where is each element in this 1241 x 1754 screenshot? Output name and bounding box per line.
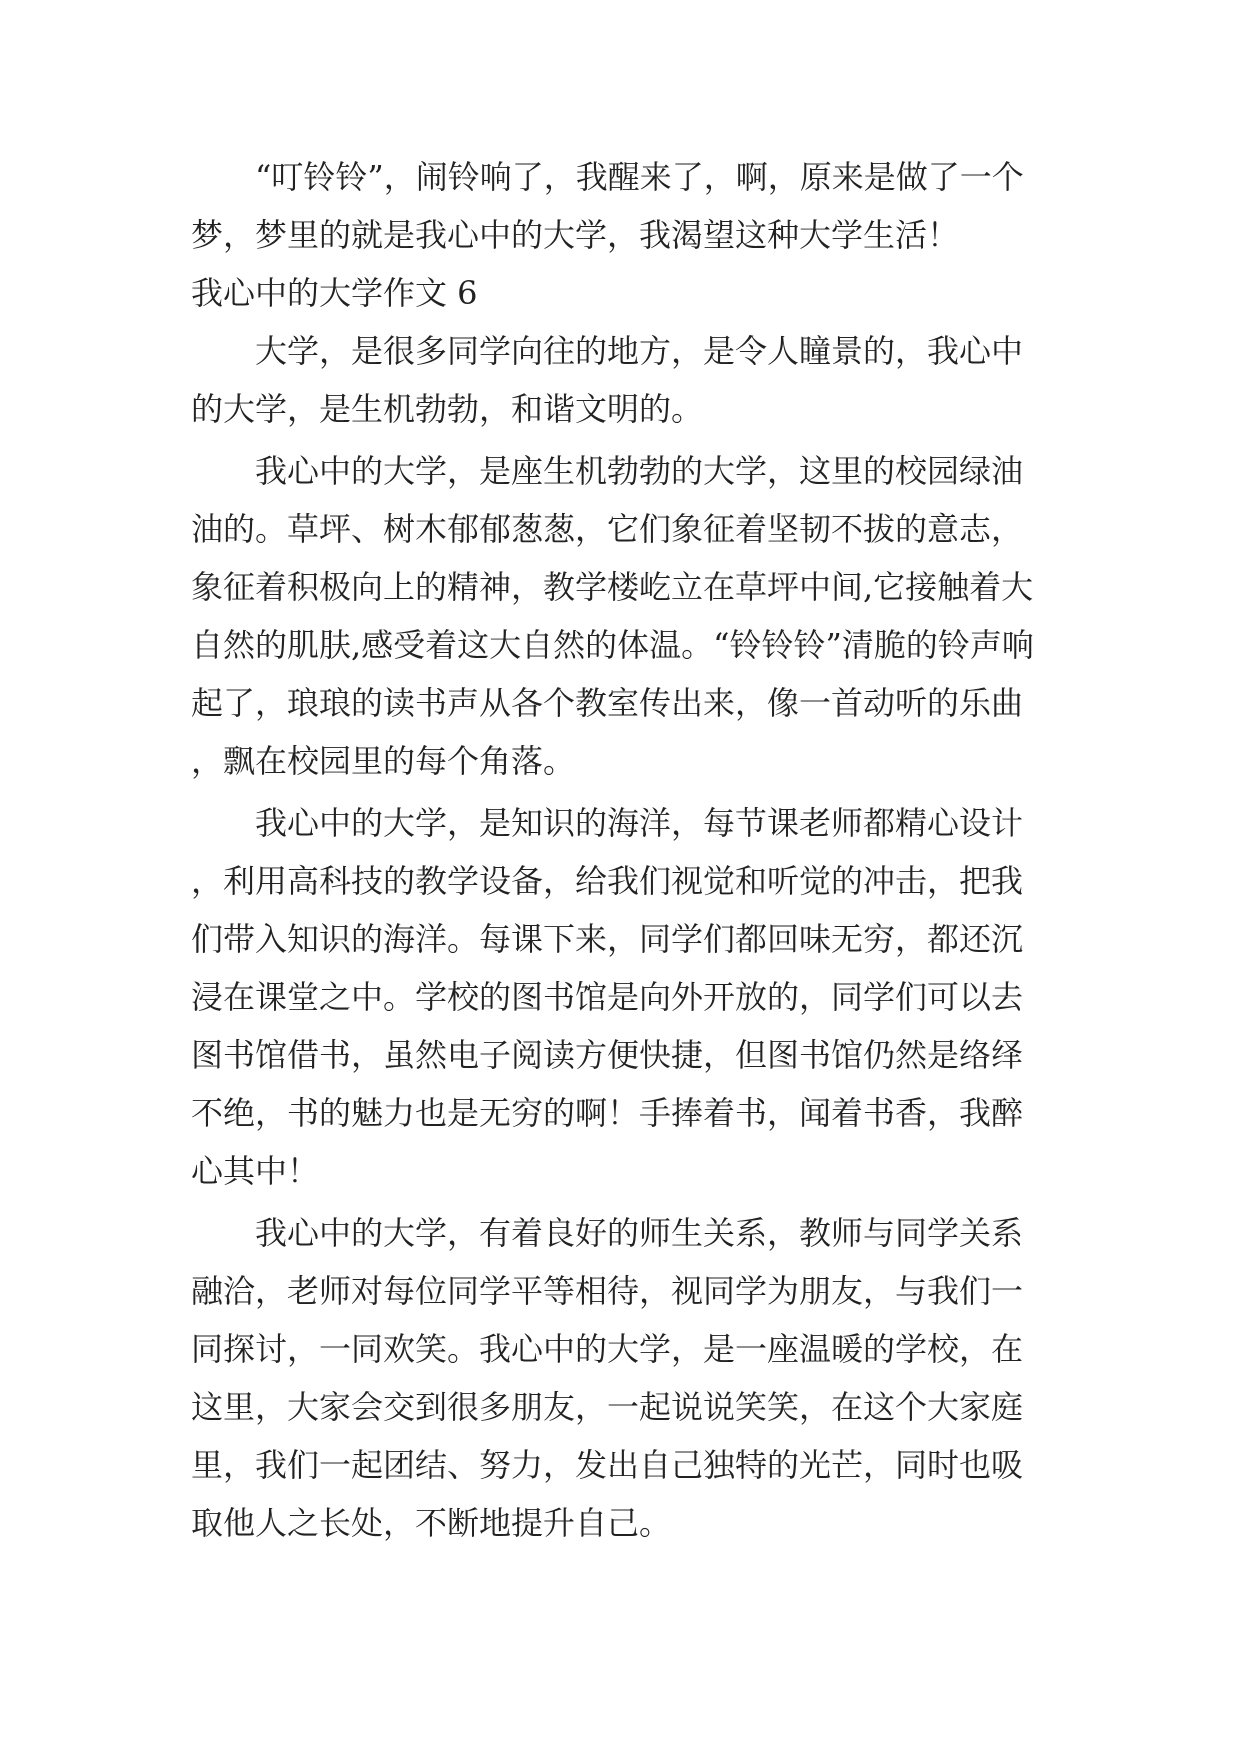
paragraph-intro: 大学，是很多同学向往的地方，是令人瞳景的，我心中的大学，是生机勃勃，和谐文明的。 <box>191 332 1024 428</box>
paragraph-knowledge: 我心中的大学，是知识的海洋，每节课老师都精心设计，利用高科技的教学设备，给我们视觉和听觉的冲击，把我们带入知识的海洋。每课下来，同学们都回味无穷，都还沉浸在课堂之中。学校的图书馆是向外开放的，同学们可以去图书馆借书，虽然电子阅读方便快捷，但图书馆仍然是络绎不绝，书的魅力也是无穷的啊！手捧着书，闻着书香，我醉心其中！ <box>191 804 1024 1190</box>
paragraph-relationships: 我心中的大学，有着良好的师生关系，教师与同学关系融洽，老师对每位同学平等相待，视同学为朋友，与我们一同探讨，一同欢笑。我心中的大学，是一座温暖的学校，在这里，大家会交到很多朋友，一起说说笑笑，在这个大家庭里，我们一起团结、努力，发出自己独特的光芒，同时也吸取他人之长处，不断地提升自己。 <box>191 1214 1024 1542</box>
paragraph-campus: 我心中的大学，是座生机勃勃的大学，这里的校园绿油油的。草坪、树木郁郁葱葱，它们象征着坚韧不拔的意志，象征着积极向上的精神，教学楼屹立在草坪中间,它接触着大自然的肌肤,感受着这大自然的体温。“铃铃铃”清脆的铃声响起了，琅琅的读书声从各个教室传出来，像一首动听的乐曲，飘在校园里的每个角落。 <box>191 452 1034 780</box>
paragraph-dream-ending: “叮铃铃”，闹铃响了，我醒来了，啊，原来是做了一个梦，梦里的就是我心中的大学，我渴望这种大学生活！ <box>191 158 1024 254</box>
section-heading: 我心中的大学作文 6 <box>191 274 478 312</box>
document-body <box>191 148 1051 1552</box>
